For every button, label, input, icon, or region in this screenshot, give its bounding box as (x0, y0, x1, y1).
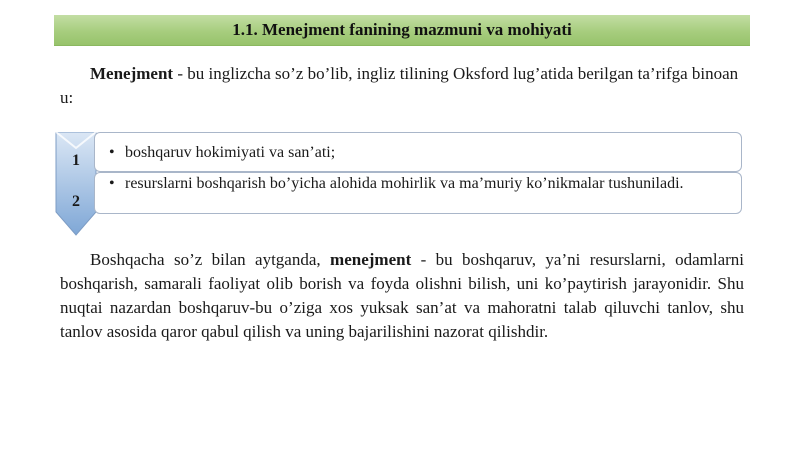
intro-text: - bu inglizcha so’z bo’lib, ingliz tilining Oksford lug’atida berilgan ta’rifga binoan u: (60, 64, 739, 107)
definition-text-1: boshqaruv hokimiyati va san’ati; (125, 144, 336, 161)
item-number-2: 2 (72, 193, 80, 210)
bullet-marker: • (109, 175, 115, 192)
definition-box-1 (94, 132, 742, 172)
item-number-1: 1 (72, 152, 80, 169)
chevron-arrow-graphic (54, 132, 98, 236)
body-before: Boshqacha so’z bilan aytganda, (90, 250, 331, 269)
body-term: menejment (330, 250, 412, 269)
body-paragraph (60, 248, 744, 344)
intro-paragraph (60, 62, 744, 110)
definition-box-2 (94, 172, 742, 214)
section-header (54, 15, 750, 46)
intro-term: Menejment (90, 64, 174, 83)
section-title: 1.1. Menejment fanining mazmuni va mohiyati (232, 20, 572, 39)
bullet-marker: • (109, 144, 115, 161)
body-after: - bu boshqaruv, ya’ni resurslarni, odamlarni boshqarish, samarali faoliyat olib borish va foyda olishni bilish, uni ko’paytirish jarayonidir. Shu nuqtai nazardan boshqaruv-bu o’ziga xos yuksak san’at va mahoratni talab qiluvchi tanlov, shu tanlov asosida qaror qabul qilish va uning bajarilishini nazorat qilishdir. (60, 250, 745, 341)
definition-text-2: resurslarni boshqarish bo’yicha alohida mohirlik va ma’muriy ko’nikmalar tushuniladi. (125, 175, 684, 192)
